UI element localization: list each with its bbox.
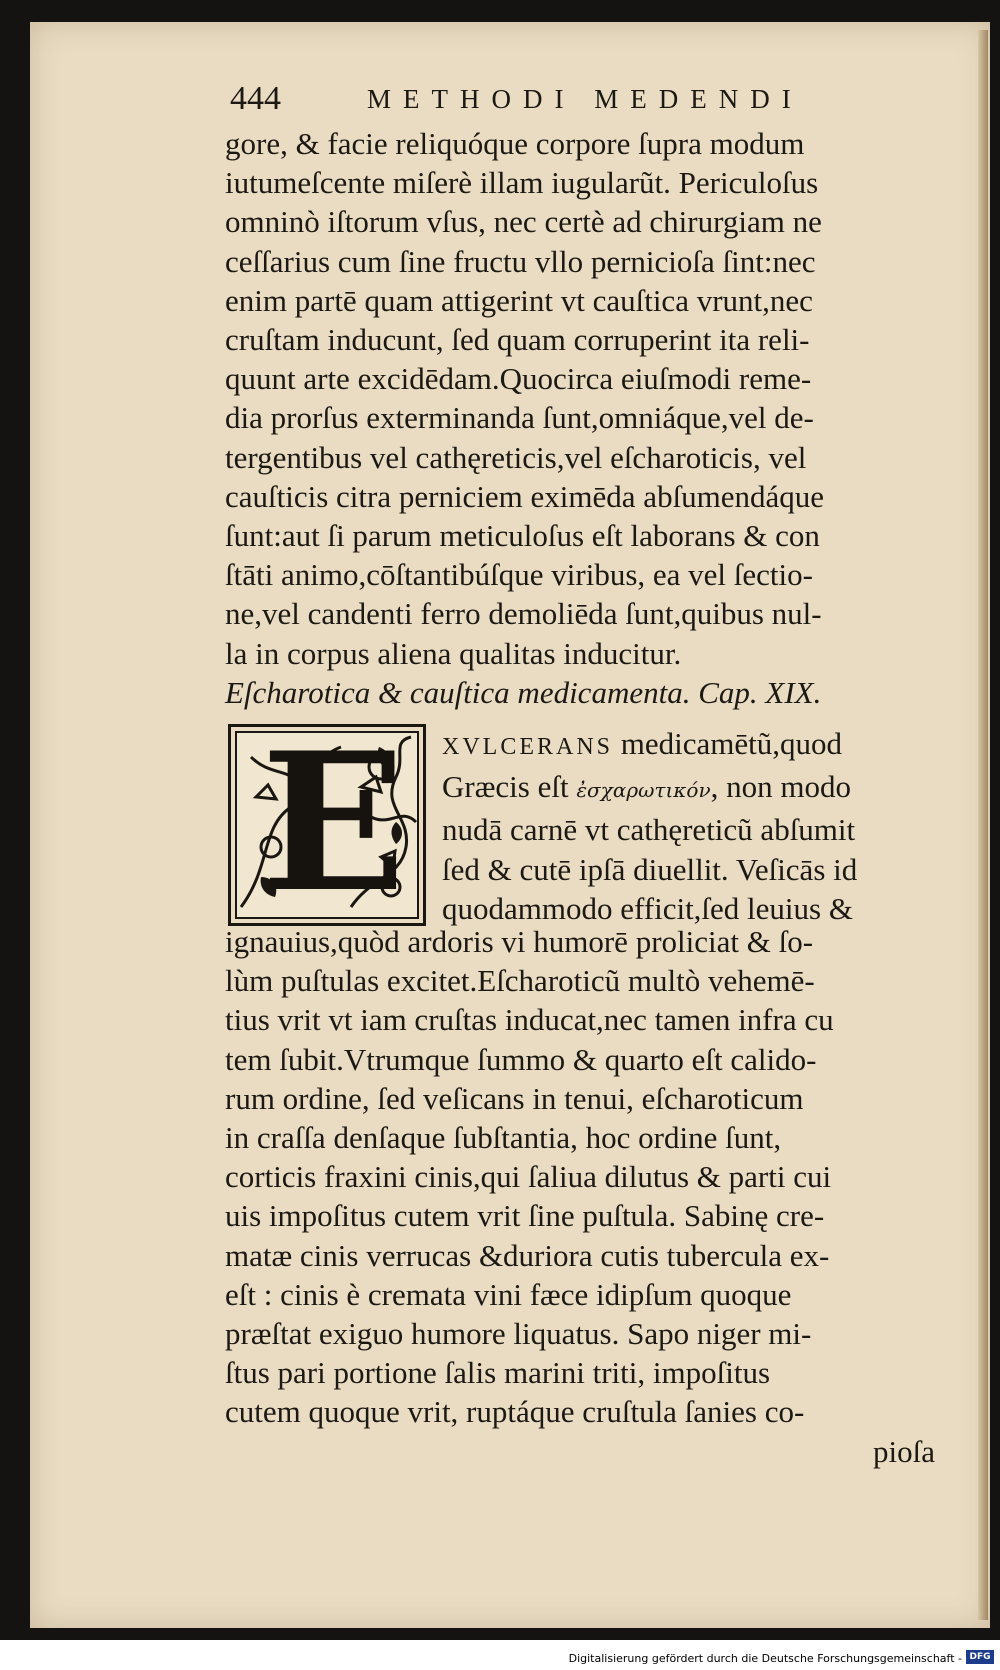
- text-line: quunt arte excidēdam.Quocirca eiuſmodi reme-: [225, 361, 812, 397]
- text-block-top: [225, 124, 940, 712]
- chapter-heading: Eſcharotica & cauſtica medicamenta. Cap. XIX.: [225, 674, 822, 710]
- text-line: corticis fraxini cinis,qui ſaliua dilutus & parti cui: [225, 1159, 832, 1195]
- text-line: ſunt:aut ſi parum meticuloſus eſt laborans & con: [225, 518, 820, 554]
- text-line: cutem quoque vrit, ruptáque cruſtula ſanies co-: [225, 1394, 805, 1430]
- text-line: la in corpus aliena qualitas inducitur.: [225, 635, 682, 671]
- text-line: ignauius,quòd ardoris vi humorē proliciat & ſo-: [225, 924, 814, 959]
- text-beside-initial: [442, 724, 942, 928]
- text-line: rum ordine, ſed veſicans in tenui, eſcharoticum: [225, 1080, 804, 1116]
- text-fragment: , non modo: [710, 769, 851, 805]
- page-header: [230, 80, 890, 120]
- text-line: ſed & cutē ipſā diuellit. Veſicās id: [442, 851, 858, 887]
- text-line: matæ cinis verrucas &duriora cutis tubercula ex-: [225, 1237, 830, 1273]
- text-line: tem ſubit.Vtrumque ſummo & quarto eſt calido-: [225, 1041, 817, 1077]
- funding-notice: Digitalisierung gefördert durch die Deutsche Forschungsgemeinschaft -: [568, 1652, 962, 1665]
- running-title: METHODI MEDENDI: [367, 84, 803, 114]
- text-block-bottom: [225, 922, 940, 1471]
- text-line: gore, & facie reliquóque corpore ſupra modum: [225, 126, 805, 161]
- drop-cap-letter: E: [261, 724, 406, 926]
- page-number: 444: [230, 80, 281, 117]
- text-line: ne,vel candenti ferro demoliēda ſunt,quibus nul-: [225, 596, 822, 632]
- text-line: enim partē quam attigerint vt cauſtica vrunt,nec: [225, 282, 813, 318]
- text-line: uis impoſitus cutem vrit ſine puſtula. Sabinę cre-: [225, 1198, 825, 1234]
- text-line: omninò iſtorum vſus, nec certè ad chirurgiam ne: [225, 204, 822, 240]
- text-line: lùm puſtulas excitet.Eſcharoticũ multò vehemē-: [225, 963, 815, 999]
- page-edge: [978, 30, 988, 1620]
- greek-word: ἐσχαρωτικόν: [576, 778, 711, 803]
- text-line: tergentibus vel cathęreticis,vel eſcharoticis, vel: [225, 439, 807, 475]
- text-line: eſt : cinis è cremata vini fæce idipſum quoque: [225, 1276, 792, 1312]
- decorated-initial: [228, 724, 426, 926]
- text-line: nudā carnē vt cathęreticũ abſumit: [442, 812, 856, 848]
- text-line: ſtus pari portione ſalis marini triti, impoſitus: [225, 1355, 771, 1391]
- text-line: [442, 767, 942, 810]
- dfg-logo-icon: DFG: [966, 1650, 994, 1664]
- text-fragment: Græcis eſt: [442, 769, 569, 805]
- text-line: cruſtam inducunt, ſed quam corruperint ita reli-: [225, 322, 810, 358]
- catchword: pioſa: [873, 1433, 935, 1469]
- text-line: ceſſarius cum ſine fructu vllo pernicioſa ſint:nec: [225, 243, 816, 279]
- smallcaps-opening: XVLCERANS: [442, 734, 614, 760]
- text-line: [442, 724, 942, 767]
- text-line: iutumeſcente miſerè illam iugularũt. Periculoſus: [225, 165, 819, 201]
- text-line: dia prorſus exterminanda ſunt,omniáque,vel de-: [225, 400, 814, 436]
- text-line: in craſſa denſaque ſubſtantia, hoc ordine ſunt,: [225, 1120, 782, 1156]
- text-line: quodammodo efficit,ſed leuius &: [442, 890, 853, 926]
- text-line: præſtat exiguo humore liquatus. Sapo niger mi-: [225, 1316, 812, 1352]
- text-line: cauſticis citra perniciem eximēda abſumendáque: [225, 478, 825, 514]
- text-line: tius vrit vt iam cruſtas inducat,nec tamen infra cu: [225, 1002, 834, 1038]
- text-fragment: medicamētũ,quod: [620, 726, 843, 761]
- text-line: ſtāti animo,cōſtantibúſque viribus, ea vel ſectio-: [225, 557, 813, 593]
